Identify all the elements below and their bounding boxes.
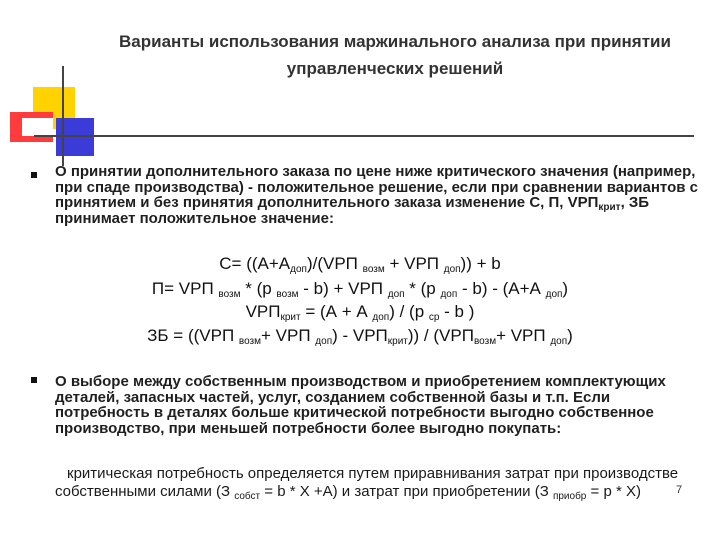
formula-vrp-krit: $VРП_{крит} = (А + А$ $_{доп}$) / (р $_{ср}$ - b ) <box>245 302 475 323</box>
bullet-1-text: О принятии дополнительного заказа по цене ниже критического значения (например, при спаде производства) - положительное решение, если при сравнении вариантов с принятием и без принятия дополнительного заказа изменение С, П, $VРП_{крит}$, ЗБ принимает положительное значение: <box>55 163 698 227</box>
page-number: 7 <box>676 484 683 496</box>
formula-c: $С= ((А+А_{доп})/(VРП$ $_{возм}$ + VРП $_{доп}$)) + b <box>219 254 501 275</box>
formula-zb: ЗБ = ((VРП $_{возм}$+ VРП $_{доп}) - VРП_{крит})) / (VРП_{возм}+$ VРП $_{доп}$) <box>147 326 573 347</box>
decor-vertical-line <box>62 66 64 166</box>
title-divider-line <box>34 135 694 137</box>
bullet-marker <box>31 377 37 383</box>
decor-red-square-inner <box>22 118 53 136</box>
slide-title: Варианты использования маржинального анализа при принятии управленческих решений <box>119 32 671 78</box>
bullet-marker <box>31 172 37 178</box>
bullet-2-text: О выборе между собственным производством и приобретением комплектующих деталей, запасных частей, услуг, созданием собственной базы и т.п. Если потребность в деталях больше критической потребности выгодно собственное производство, при меньшей потребности более выгодно покупать: <box>55 373 666 437</box>
critical-demand-note: критическая потребность определяется путем приравнивания затрат при производстве собственными силами (З $_{собст}$ = b * X +А) и затрат при приобретении (З $_{приобр}$ = р * X) <box>55 465 679 502</box>
formula-p: П= VРП $_{возм}$ * (р $_{возм}$ - b) + VРП $_{доп}$ * (р $_{доп}$ - b) - (А+А $_{доп}$) <box>151 279 569 300</box>
